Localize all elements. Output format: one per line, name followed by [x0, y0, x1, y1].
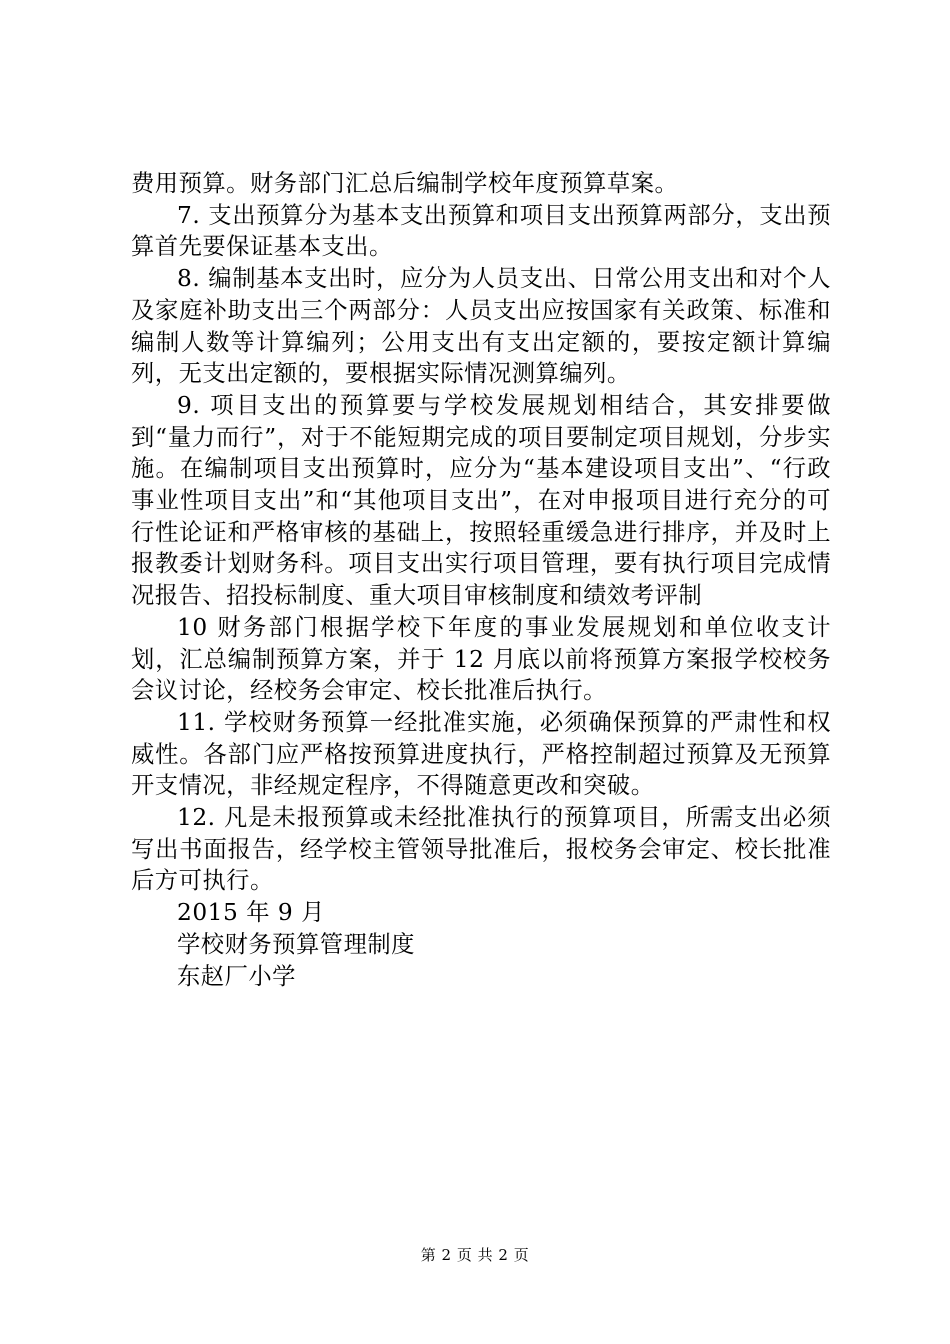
- school-name: 东赵厂小学: [177, 962, 296, 990]
- paragraph-item-11: 11. 学校财务预算一经批准实施，必须确保预算的严肃性和权威性。各部门应严格按预算进度执行，严格控制超过预算及无预算开支情况，非经规定程序，不得随意更改和突破。: [131, 708, 831, 800]
- paragraph-item-9: 9. 项目支出的预算要与学校发展规划相结合，其安排要做到“量力而行”，对于不能短期完成的项目要制定项目规划，分步实施。在编制项目支出预算时，应分为“基本建设项目支出”、“行政事业性项目支出”和“其他项目支出”，在对申报项目进行充分的可行性论证和严格审核的基础上，按照轻重缓急进行排序，并及时上报教委计划财务科。项目支出实行项目管理，要有执行项目完成情况报告、招投标制度、重大项目审核制度和绩效考评制: [131, 391, 831, 610]
- paragraph-item-8: 8. 编制基本支出时，应分为人员支出、日常公用支出和对个人及家庭补助支出三个两部分：人员支出应按国家有关政策、标准和编制人数等计算编列；公用支出有支出定额的，要按定额计算编列，无支出定额的，要根据实际情况测算编列。: [131, 265, 831, 388]
- page-number-footer: 第 2 页 共 2 页: [420, 1246, 530, 1264]
- document-body: [131, 168, 831, 992]
- document-date: 2015 年 9 月: [177, 899, 325, 927]
- document-title-line: 学校财务预算管理制度: [177, 930, 415, 958]
- paragraph-item-10: 10 财务部门根据学校下年度的事业发展规划和单位收支计划，汇总编制预算方案，并于 12 月底以前将预算方案报学校校务会议讨论，经校务会审定、校长批准后执行。: [131, 613, 831, 705]
- paragraph-item-12: 12. 凡是未报预算或未经批准执行的预算项目，所需支出必须写出书面报告，经学校主管领导批准后，报校务会审定、校长批准后方可执行。: [131, 804, 831, 895]
- paragraph-budget-draft: 费用预算。财务部门汇总后编制学校年度预算草案。: [131, 170, 679, 197]
- paragraph-item-7: 7. 支出预算分为基本支出预算和项目支出预算两部分，支出预算首先要保证基本支出。: [131, 201, 831, 261]
